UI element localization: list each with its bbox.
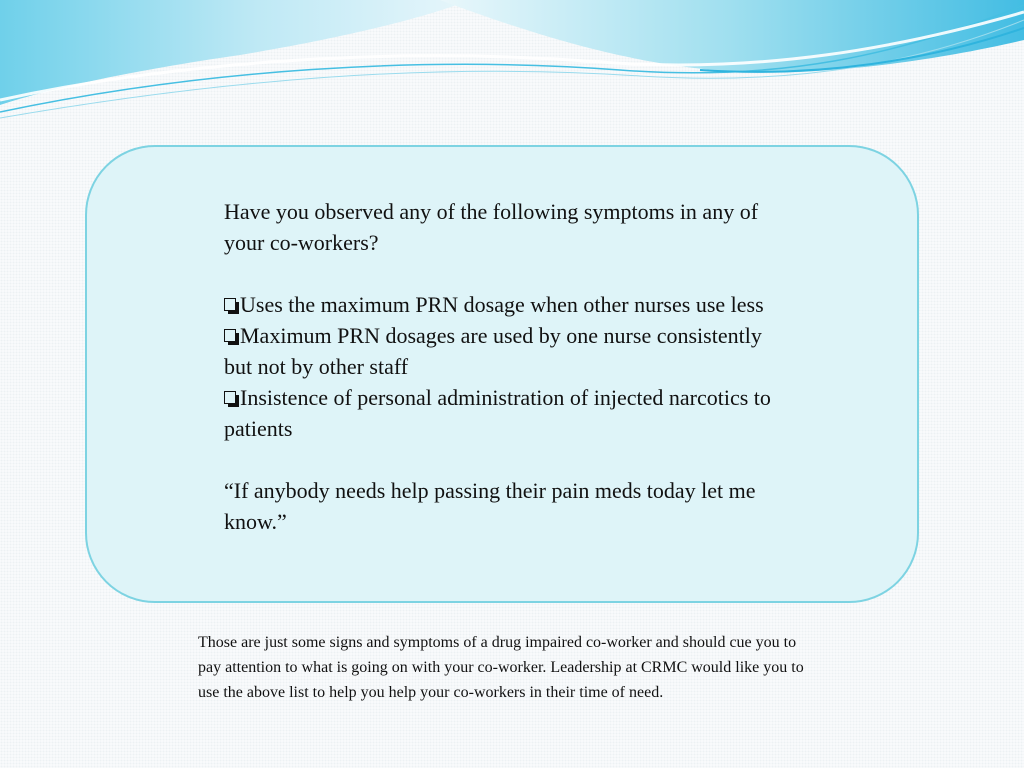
footer-text: Those are just some signs and symptoms of a drug impaired co-worker and should cue you to pay attention to what is going on with your co-worker. Leadership at CRMC would like you to use the above list to help you help your co-workers in their time of need. <box>198 634 804 701</box>
bullet-item-3 <box>224 382 794 444</box>
spacer <box>224 444 794 475</box>
bullet-text-2: Maximum PRN dosages are used by one nurse consistently but not by other staff <box>224 323 762 379</box>
symptoms-content <box>224 196 794 537</box>
checkbox-bullet-icon <box>224 298 238 313</box>
checkbox-bullet-icon <box>224 329 238 344</box>
bullet-text-3: Insistence of personal administration of injected narcotics to patients <box>224 385 771 441</box>
spacer <box>224 258 794 289</box>
bullet-item-2 <box>224 320 794 382</box>
quote-text: “If anybody needs help passing their pain meds today let me know.” <box>224 478 756 534</box>
question-text: Have you observed any of the following symptoms in any of your co-workers? <box>224 199 759 255</box>
checkbox-bullet-icon <box>224 391 238 406</box>
bullet-text-1: Uses the maximum PRN dosage when other nurses use less <box>240 292 764 317</box>
wave-header-decoration <box>0 0 1024 130</box>
bullet-item-1 <box>224 289 794 320</box>
